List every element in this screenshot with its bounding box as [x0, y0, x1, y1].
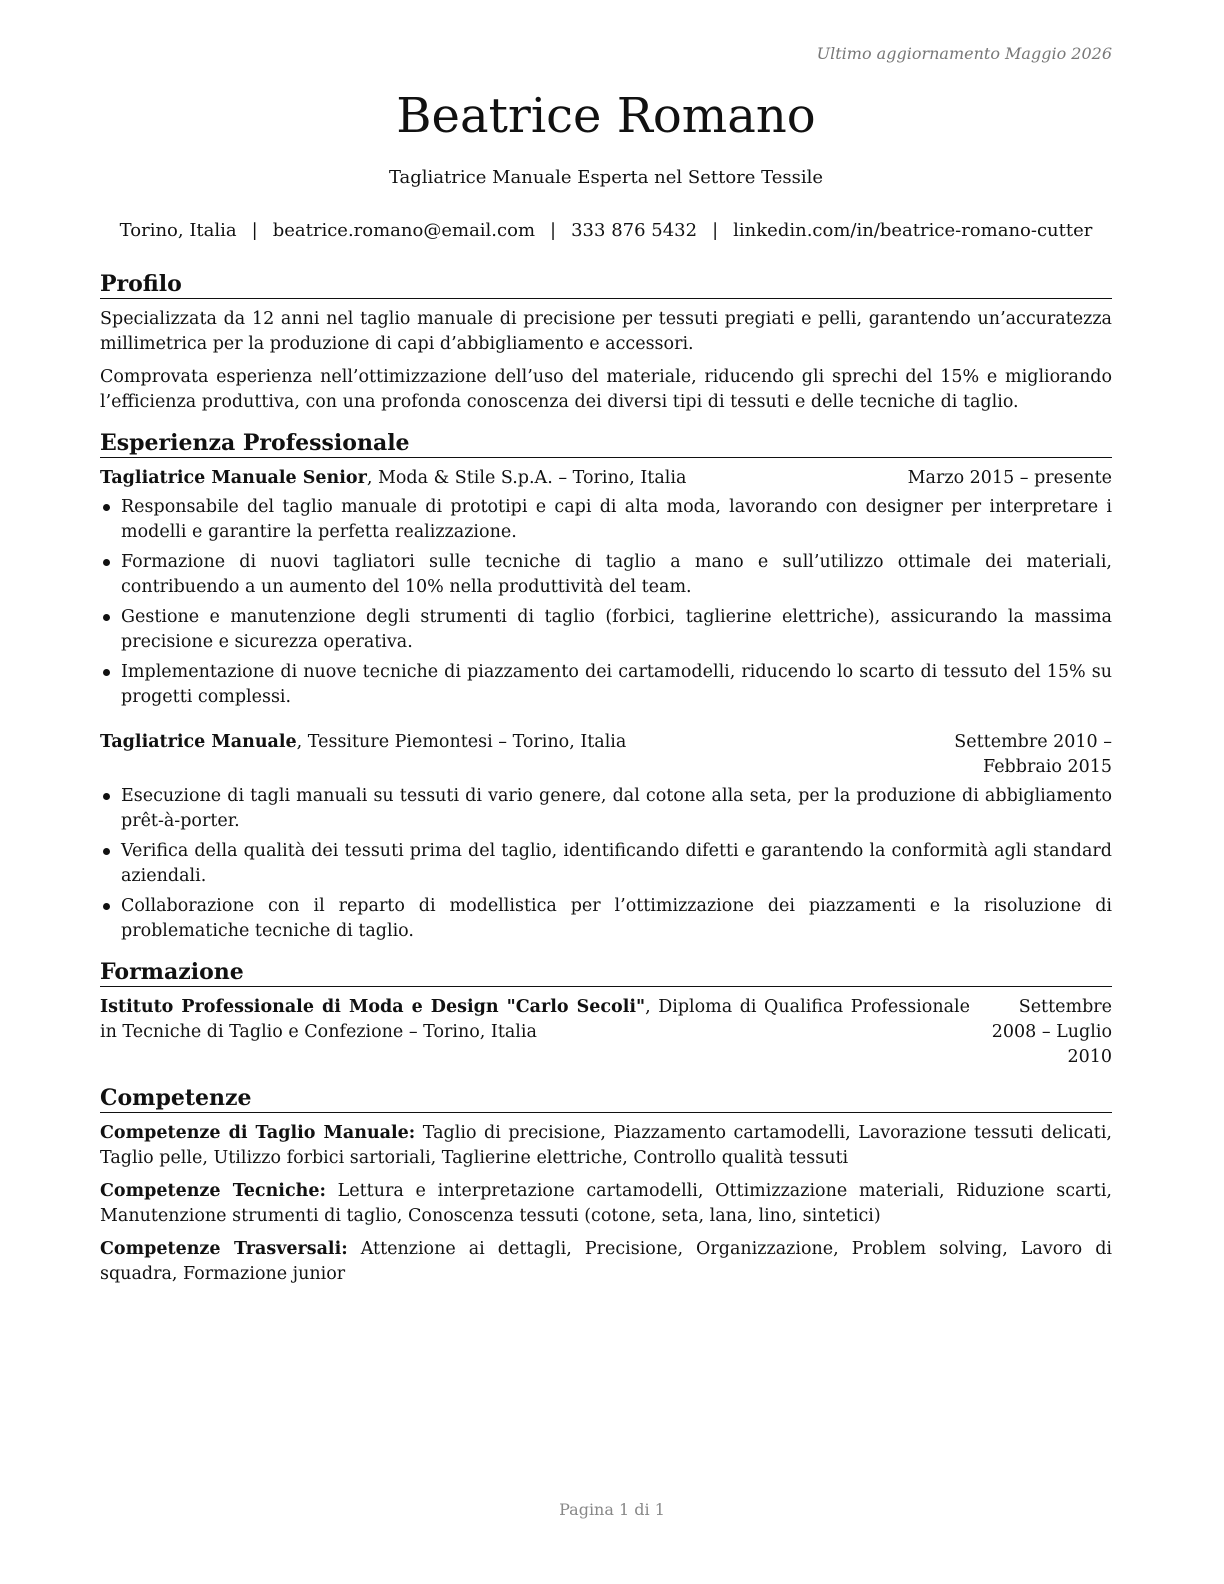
- list-item: Gestione e manutenzione degli strumenti di taglio (forbici, taglierine elettriche), assicurando la massima precisione e sicurezza operativa.: [100, 605, 1112, 655]
- skills-section: [100, 1084, 1112, 1287]
- job-dates: Settembre 2010 – Febbraio 2015: [954, 732, 1112, 777]
- section-title-profile: Profilo: [100, 270, 1112, 299]
- contact-phone: 333 876 5432: [571, 220, 698, 241]
- list-item: Esecuzione di tagli manuali su tessuti di vario genere, dal cotone alla seta, per la produzione di abbigliamento prêt-à-porter.: [100, 784, 1112, 834]
- school-name: Istituto Professionale di Moda e Design "Carlo Secoli": [100, 997, 646, 1017]
- job-company: , Tessiture Piemontesi – Torino, Italia: [296, 732, 627, 752]
- contact-linkedin[interactable]: linkedin.com/in/beatrice-romano-cutter: [733, 220, 1093, 241]
- page-number: Pagina 1 di 1: [559, 1500, 665, 1519]
- job-dates: Marzo 2015 – presente: [907, 468, 1112, 488]
- last-updated: Ultimo aggiornamento Maggio 2026: [816, 44, 1112, 63]
- list-item: Verifica della qualità dei tessuti prima del taglio, identificando difetti e garantendo la conformità agli standard aziendali.: [100, 839, 1112, 889]
- job-header: [100, 466, 1112, 491]
- resume-body: [100, 270, 1112, 1301]
- skill-group: [100, 1237, 1112, 1287]
- list-item: Implementazione di nuove tecniche di piazzamento dei cartamodelli, riducendo lo scarto di tessuto del 15% su progetti complessi.: [100, 660, 1112, 710]
- list-item: Formazione di nuovi tagliatori sulle tecniche di taglio a mano e sull’utilizzo ottimale dei materiali, contribuendo a un aumento del 10% nella produttività del team.: [100, 550, 1112, 600]
- separator: |: [712, 220, 719, 241]
- skill-group: [100, 1179, 1112, 1229]
- profile-paragraph: Comprovata esperienza nell’ottimizzazione dell’uso del materiale, riducendo gli sprechi del 15% e migliorando l’efficienza produttiva, con una profonda conoscenza dei diversi tipi di tessuti e delle tecniche di taglio.: [100, 367, 1112, 412]
- job-bullets: [100, 784, 1112, 944]
- skill-label: Competenze Trasversali:: [100, 1239, 348, 1259]
- skill-text: Lettura e interpretazione cartamodelli, Ottimizzazione materiali, Riduzione scarti, Manutenzione strumenti di taglio, Conoscenza tessuti (cotone, seta, lana, lino, sintetici): [100, 1181, 1112, 1226]
- skill-label: Competenze Tecniche:: [100, 1181, 326, 1201]
- separator: |: [251, 220, 258, 241]
- education-dates: Settembre 2008 – Luglio 2010: [991, 997, 1112, 1067]
- education-entry: [100, 995, 1112, 1070]
- list-item: Collaborazione con il reparto di modellistica per l’ottimizzazione dei piazzamenti e la risoluzione di problematiche tecniche di taglio.: [100, 894, 1112, 944]
- contact-email[interactable]: beatrice.romano@email.com: [272, 220, 536, 241]
- separator: |: [550, 220, 557, 241]
- job-company: , Moda & Stile S.p.A. – Torino, Italia: [366, 468, 687, 488]
- experience-section: [100, 429, 1112, 944]
- skill-text: Taglio di precisione, Piazzamento cartamodelli, Lavorazione tessuti delicati, Taglio pelle, Utilizzo forbici sartoriali, Taglierine elettriche, Controllo qualità tessuti: [100, 1123, 1112, 1168]
- profile-paragraph: Specializzata da 12 anni nel taglio manuale di precisione per tessuti pregiati e pelli, garantendo un’accuratezza millimetrica per la produzione di capi d’abbigliamento e accessori.: [100, 309, 1112, 354]
- section-title-experience: Esperienza Professionale: [100, 429, 1112, 458]
- job-entry: [100, 730, 1112, 944]
- skill-label: Competenze di Taglio Manuale:: [100, 1123, 416, 1143]
- profile-section: [100, 270, 1112, 415]
- skill-text: Attenzione ai dettagli, Precisione, Organizzazione, Problem solving, Lavoro di squadra, Formazione junior: [100, 1239, 1112, 1284]
- job-role: Tagliatrice Manuale Senior: [100, 468, 367, 488]
- section-title-skills: Competenze: [100, 1084, 1112, 1113]
- job-entry: [100, 466, 1112, 710]
- skill-group: [100, 1121, 1112, 1171]
- job-subtitle: Tagliatrice Manuale Esperta nel Settore Tessile: [388, 167, 824, 188]
- candidate-name: Beatrice Romano: [396, 88, 816, 144]
- job-role: Tagliatrice Manuale: [100, 732, 297, 752]
- job-bullets: [100, 495, 1112, 710]
- contact-line: [100, 219, 1112, 243]
- education-section: [100, 958, 1112, 1070]
- section-title-education: Formazione: [100, 958, 1112, 987]
- contact-location: Torino, Italia: [119, 220, 237, 241]
- education-detail: , Diploma di Qualifica Professionale in Tecniche di Taglio e Confezione – Torino, Italia: [100, 997, 970, 1042]
- job-header: [100, 730, 1112, 780]
- list-item: Responsabile del taglio manuale di prototipi e capi di alta moda, lavorando con designer per interpretare i modelli e garantire la perfetta realizzazione.: [100, 495, 1112, 545]
